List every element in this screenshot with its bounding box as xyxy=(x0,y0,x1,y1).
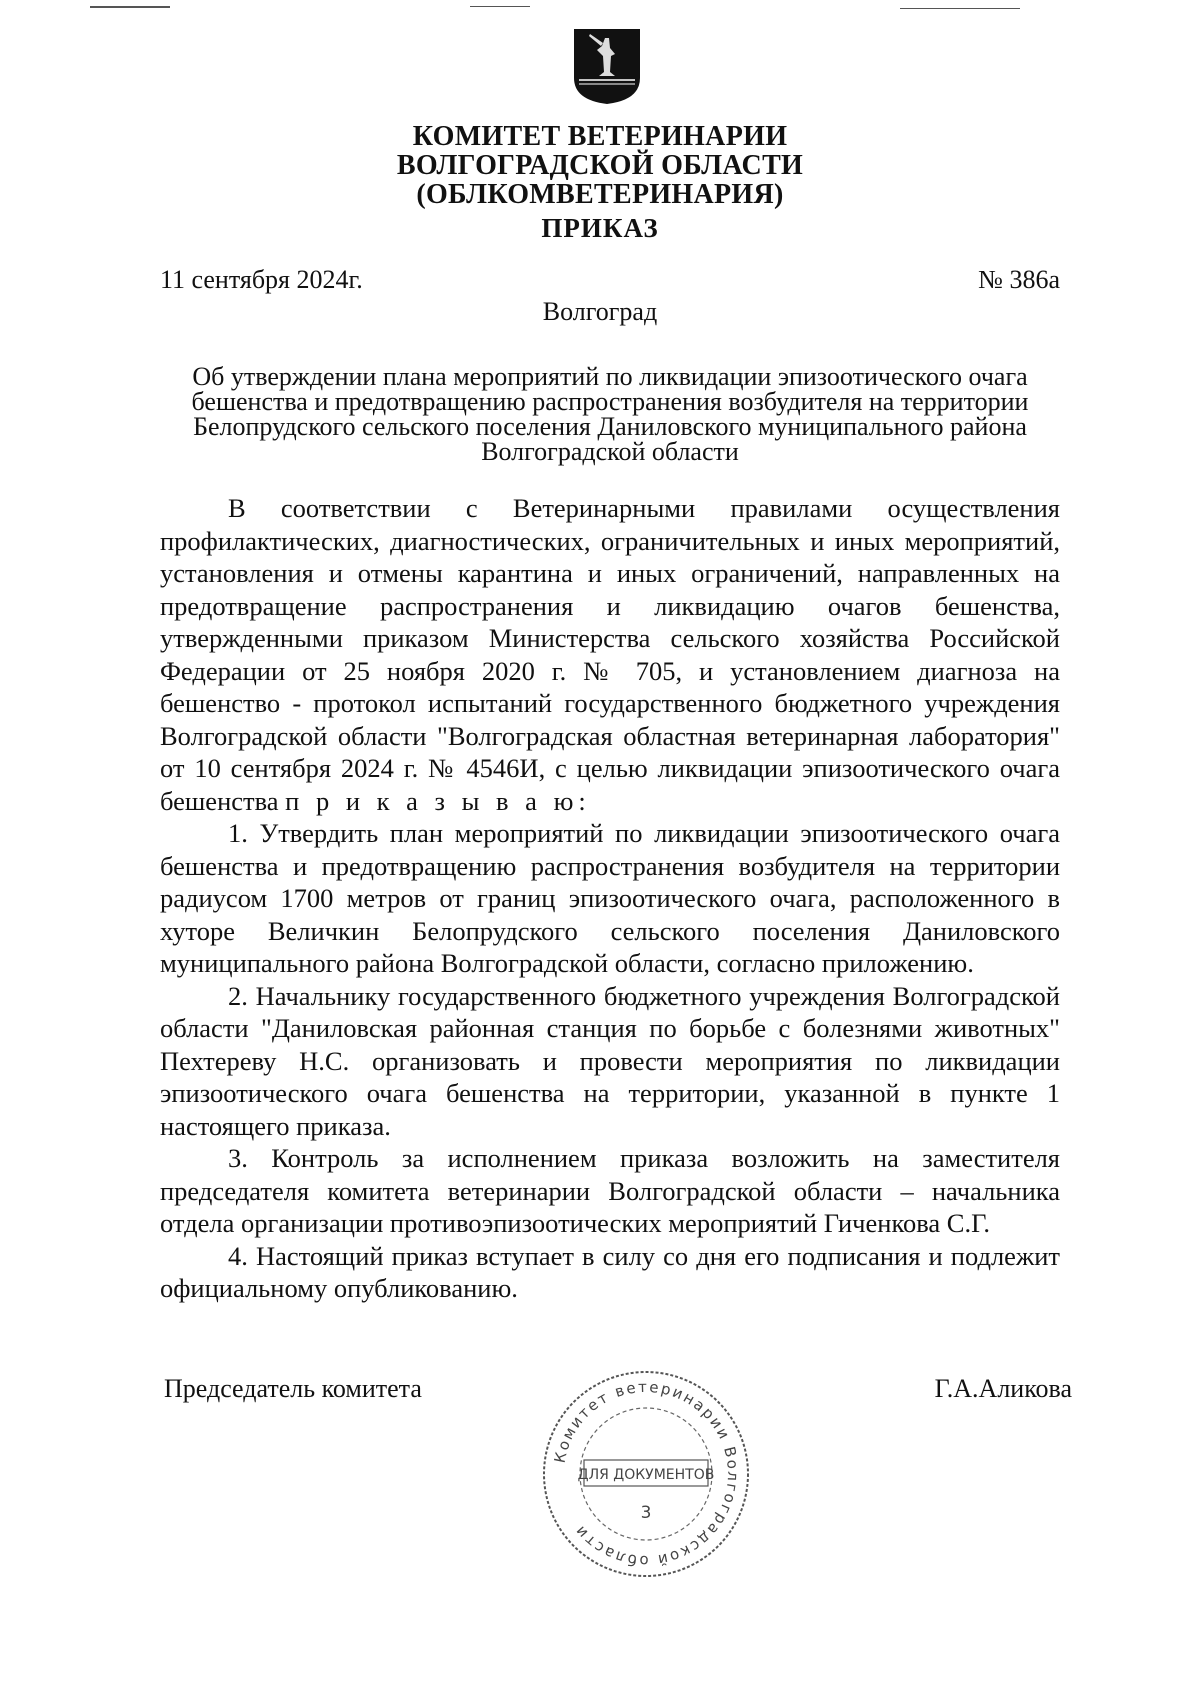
org-line-2: ВОЛГОГРАДСКОЙ ОБЛАСТИ xyxy=(396,150,804,181)
scan-artifact-line xyxy=(90,6,170,8)
document-title: Об утверждении плана мероприятий по ликвидации эпизоотического очага бешенства и предотвращению распространения возбудителя на территории Белопрудского сельского поселения Даниловского муниципального района Волгоградской области xyxy=(191,362,1029,466)
preamble-text: В соответствии с Ветеринарными правилами осуществления профилактических, диагностических, ограничительных и иных мероприятий, установления и отмены карантина и иных ограничений, направленных на предотвращение распространения и ликвидацию очагов бешенства, утвержденными приказом Министерства сельского хозяйства Российской Федерации от 25 ноября 2020 г. № 705, и установлением диагноза на бешенство - протокол испытаний государственного бюджетного учреждения Волгоградской области "Волгоградская областная ветеринарная лаборатория" от 10 сентября 2024 г. № 4546И, с целью ликвидации эпизоотического очага бешенства xyxy=(160,493,1060,816)
signer-name: Г.А.Аликова xyxy=(934,1374,1072,1403)
official-stamp xyxy=(538,1366,754,1582)
scan-artifact-line xyxy=(900,8,1020,9)
document-body xyxy=(160,492,1060,1305)
preamble-paragraph xyxy=(160,492,1060,817)
org-line-3: (ОБЛКОМВЕТЕРИНАРИЯ) xyxy=(416,179,784,210)
stamp-ring-textpath: Комитет ветеринарии Волгоградской области xyxy=(550,1377,743,1571)
stamp-number: 3 xyxy=(640,1503,652,1523)
coat-of-arms-icon xyxy=(571,26,643,106)
document-city: Волгоград xyxy=(542,297,658,326)
directive-word: п р и к а з ы в а ю: xyxy=(285,785,591,816)
organization-name xyxy=(0,122,1200,209)
document-number: № 386а xyxy=(978,265,1060,294)
order-item: 4. Настоящий приказ вступает в силу со дня его подписания и подлежит официальному опубликованию. xyxy=(160,1240,1060,1303)
order-item: 3. Контроль за исполнением приказа возложить на заместителя председателя комитета ветеринарии Волгоградской области – начальника отдела организации противоэпизоотических мероприятий Гиченкова С.Г. xyxy=(160,1143,1060,1238)
order-item: 2. Начальнику государственного бюджетного учреждения Волгоградской области "Даниловская районная станция по борьбе с болезнями животных" Пехтереву Н.С. организовать и провести мероприятия по ликвидации эпизоотического очага бешенства на территории, указанной в пункте 1 настоящего приказа. xyxy=(160,980,1060,1141)
scan-artifact-line xyxy=(470,6,530,7)
org-line-1: КОМИТЕТ ВЕТЕРИНАРИИ xyxy=(412,121,788,152)
document-date: 11 сентября 2024г. xyxy=(160,265,363,294)
stamp-center-text: ДЛЯ ДОКУМЕНТОВ xyxy=(577,1467,715,1483)
order-item: 1. Утвердить план мероприятий по ликвидации эпизоотического очага бешенства и предотвращению распространения возбудителя на территории радиусом 1700 метров от границ эпизоотического очага, расположенного в хуторе Величкин Белопрудского сельского поселения Даниловского муниципального района Волгоградской области, согласно приложению. xyxy=(160,818,1060,978)
document-type: ПРИКАЗ xyxy=(541,213,659,243)
signer-title: Председатель комитета xyxy=(164,1374,422,1403)
